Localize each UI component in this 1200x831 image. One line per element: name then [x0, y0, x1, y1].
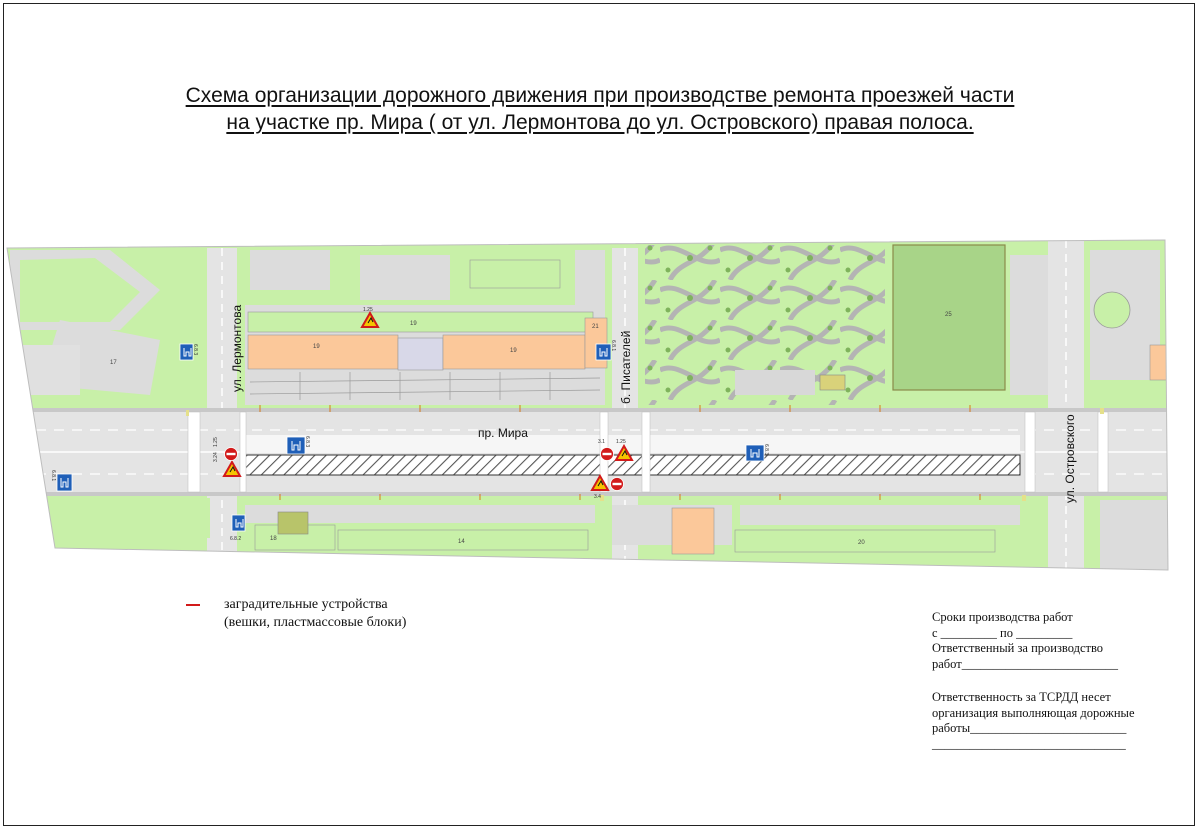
- title-line-1: Схема организации дорожного движения при производстве ремонта проезжей части: [185, 84, 1015, 107]
- building-number: 25: [945, 312, 952, 318]
- title-line-2: на участке пр. Мира ( от ул. Лермонтова до ул. Островского) правая полоса.: [226, 111, 974, 134]
- sign-code: 3.1: [598, 439, 605, 445]
- sign-code: 3.4: [594, 494, 601, 500]
- sign-code: 6.8.3: [192, 344, 198, 356]
- building-number: 18: [270, 536, 277, 542]
- mira-street-label: пр. Мира: [478, 426, 528, 440]
- sign-code: 6.8.3: [304, 436, 310, 448]
- sign-code: 3.24: [213, 452, 219, 462]
- legend-text: [224, 596, 406, 632]
- building: [672, 508, 714, 554]
- green-area: [248, 312, 593, 332]
- works-info-block: [932, 610, 1135, 752]
- info-line-6: организация выполняющая дорожные: [932, 705, 1135, 720]
- info-line-2: с _________ по _________: [932, 625, 1073, 640]
- building: [1150, 345, 1170, 380]
- yard-area: [1100, 500, 1170, 570]
- yard-area: [360, 255, 450, 300]
- legend-line-2: (вешки, пластмассовые блоки): [224, 615, 407, 630]
- info-line-1: Сроки производства работ: [932, 610, 1073, 624]
- no-entry-sign-icon: [601, 448, 614, 461]
- info-line-7: работы_________________________: [932, 721, 1127, 735]
- yard-area: [250, 250, 330, 290]
- barrier-legend-icon: [186, 604, 200, 606]
- no-entry-sign-icon: [611, 478, 624, 491]
- sign-code: 1.25: [363, 307, 373, 313]
- green-area: [735, 530, 995, 552]
- yard-area: [735, 370, 815, 395]
- building-number: 17: [110, 360, 117, 366]
- building: [248, 335, 398, 369]
- building-number: 20: [858, 540, 865, 546]
- building: [820, 375, 845, 390]
- ostrovskogo-street-label: ул. Островского: [1063, 414, 1077, 503]
- sign-code: 6.8.1: [610, 340, 616, 352]
- map-area: [0, 230, 1200, 580]
- sign-code: 6.8.1: [50, 470, 56, 482]
- info-line-8: _______________________________: [932, 736, 1126, 751]
- building: [278, 512, 308, 534]
- pisateley-street-label: б. Писателей: [619, 330, 633, 404]
- sign-code: 6.8.3: [763, 444, 769, 456]
- building-number: 19: [410, 321, 417, 327]
- green-area: [50, 498, 210, 538]
- building-number: 14: [458, 539, 465, 545]
- no-entry-sign-icon: [225, 448, 238, 461]
- sign-code: 1.25: [616, 439, 626, 445]
- info-line-3: Ответственный за производство: [932, 641, 1104, 655]
- yard-area: [740, 505, 1020, 525]
- building-number: 19: [510, 348, 517, 354]
- legend-line-1: заградительные устройства: [224, 597, 388, 612]
- building-number: 21: [592, 324, 599, 330]
- sign-code: 1.25: [213, 437, 219, 447]
- work-zone: [245, 455, 1020, 475]
- yard-area: [1010, 255, 1050, 395]
- lermontova-street-label: ул. Лермонтова: [230, 304, 244, 392]
- building-number: 19: [313, 344, 320, 350]
- sign-code: 6.8.2: [230, 536, 242, 542]
- building: [398, 338, 443, 370]
- yard-area: [575, 250, 605, 310]
- green-area: [470, 260, 560, 288]
- info-line-4: работ_________________________: [932, 656, 1118, 671]
- info-line-5: Ответственность за ТСРДД несет: [932, 690, 1111, 704]
